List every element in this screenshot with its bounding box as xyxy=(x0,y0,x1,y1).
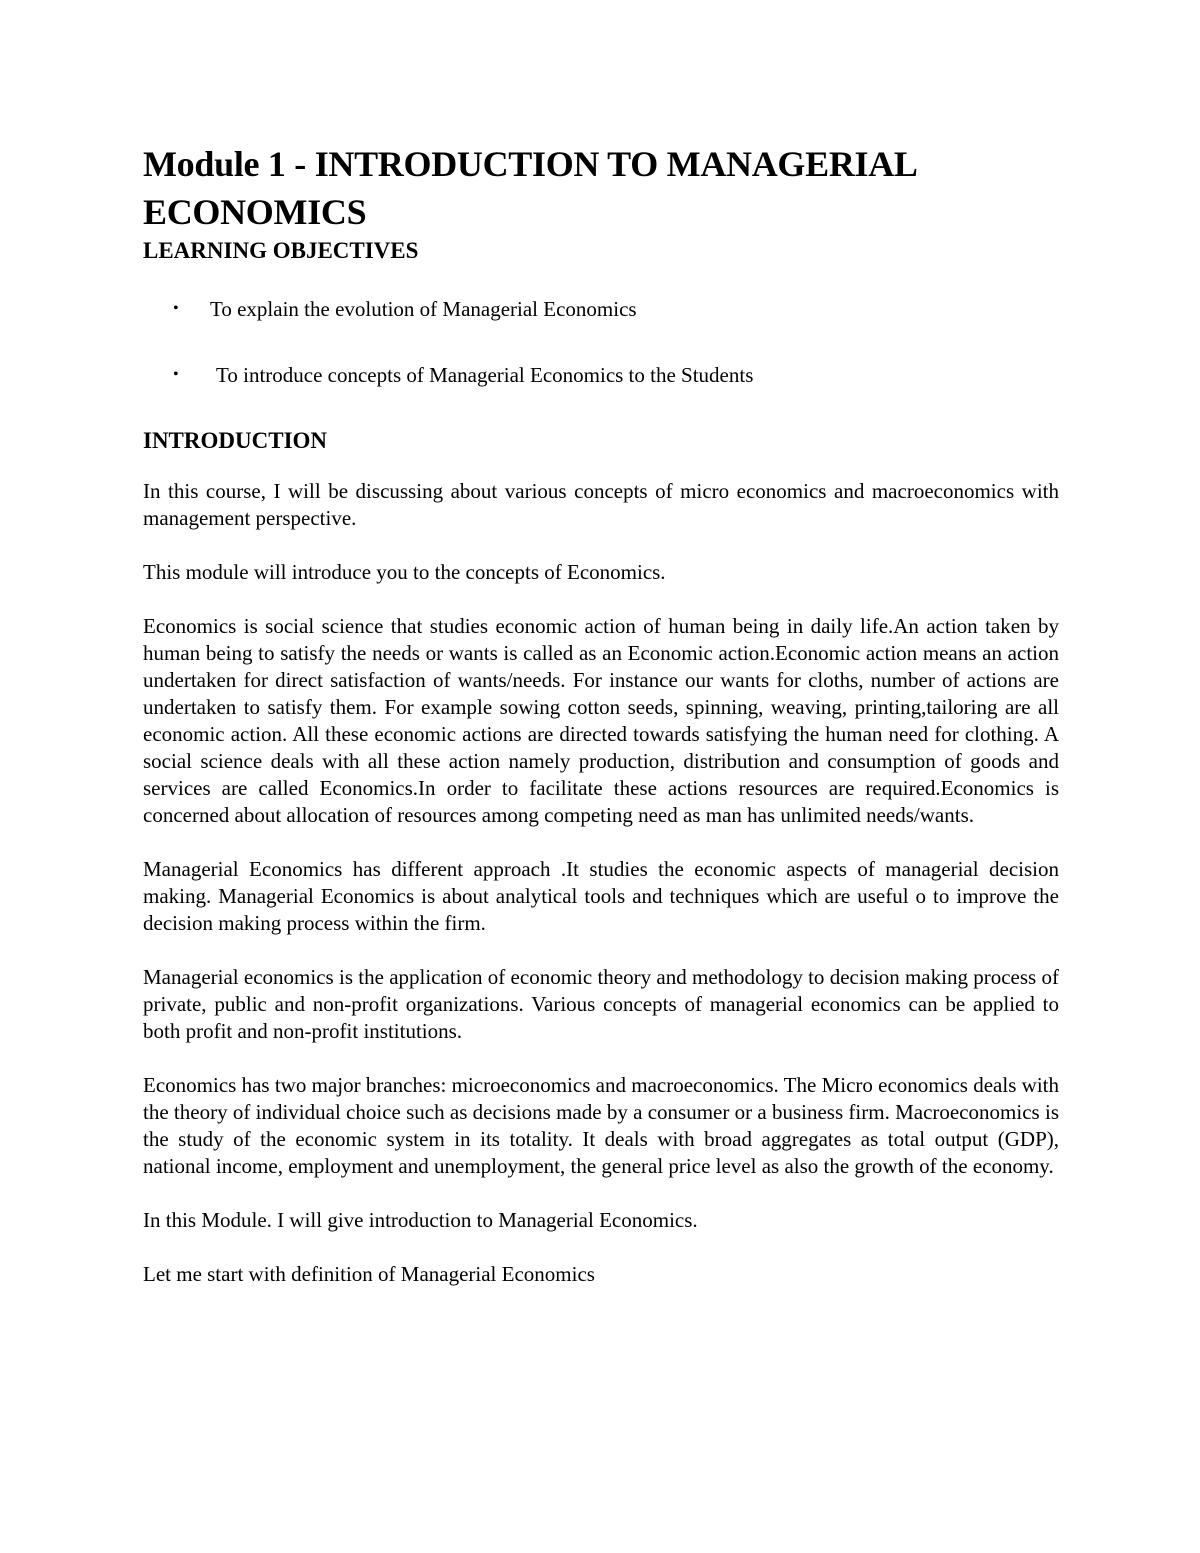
paragraph: In this course, I will be discussing about various concepts of micro economics and macroeconomics with management perspective. xyxy=(143,479,1059,530)
bullet-icon: • xyxy=(173,366,179,383)
paragraph: Economics is social science that studies economic action of human being in daily life.An action taken by human being to satisfy the needs or wants is called as an Economic action.Economic action means an action undertaken for direct satisfaction of wants/needs. For instance our wants for cloths, number of actions are undertaken to satisfy them. For example sowing cotton seeds, spinning, weaving, printing,tailoring are all economic action. All these economic actions are directed towards satisfying the human need for clothing. A social science deals with all these action namely production, distribution and consumption of goods and services are called Economics.In order to facilitate these actions resources are required.Economics is concerned about allocation of resources among competing need as man has unlimited needs/wants. xyxy=(143,614,1059,827)
module-title-line2: ECONOMICS xyxy=(143,192,367,232)
objectives-list xyxy=(143,294,1059,390)
objective-text: To introduce concepts of Managerial Economics to the Students xyxy=(216,363,754,387)
module-title xyxy=(143,140,1059,236)
paragraph: This module will introduce you to the concepts of Economics. xyxy=(143,560,666,584)
introduction-heading: INTRODUCTION xyxy=(143,428,328,453)
learning-objectives-heading: LEARNING OBJECTIVES xyxy=(143,238,419,263)
paragraph: Managerial Economics has different approach .It studies the economic aspects of managerial decision making. Managerial Economics is about analytical tools and techniques which are useful o to improve the decision making process within the firm. xyxy=(143,857,1059,935)
document-content xyxy=(143,140,1059,1288)
paragraph: Let me start with definition of Managerial Economics xyxy=(143,1262,595,1286)
objective-text: To explain the evolution of Managerial Economics xyxy=(210,297,637,321)
objective-item xyxy=(143,360,1059,390)
paragraph: Managerial economics is the application of economic theory and methodology to decision making process of private, public and non-profit organizations. Various concepts of managerial economics can be applied to both profit and non-profit institutions. xyxy=(143,965,1059,1043)
objective-item xyxy=(143,294,1059,324)
paragraph: In this Module. I will give introduction to Managerial Economics. xyxy=(143,1208,698,1232)
paragraph: Economics has two major branches: microeconomics and macroeconomics. The Micro economics deals with the theory of individual choice such as decisions made by a consumer or a business firm. Macroeconomics is the study of the economic system in its totality. It deals with broad aggregates as total output (GDP), national income, employment and unemployment, the general price level as also the growth of the economy. xyxy=(143,1073,1059,1178)
bullet-icon: • xyxy=(173,300,179,317)
module-title-line1: Module 1 - INTRODUCTION TO MANAGERIAL xyxy=(143,144,918,184)
